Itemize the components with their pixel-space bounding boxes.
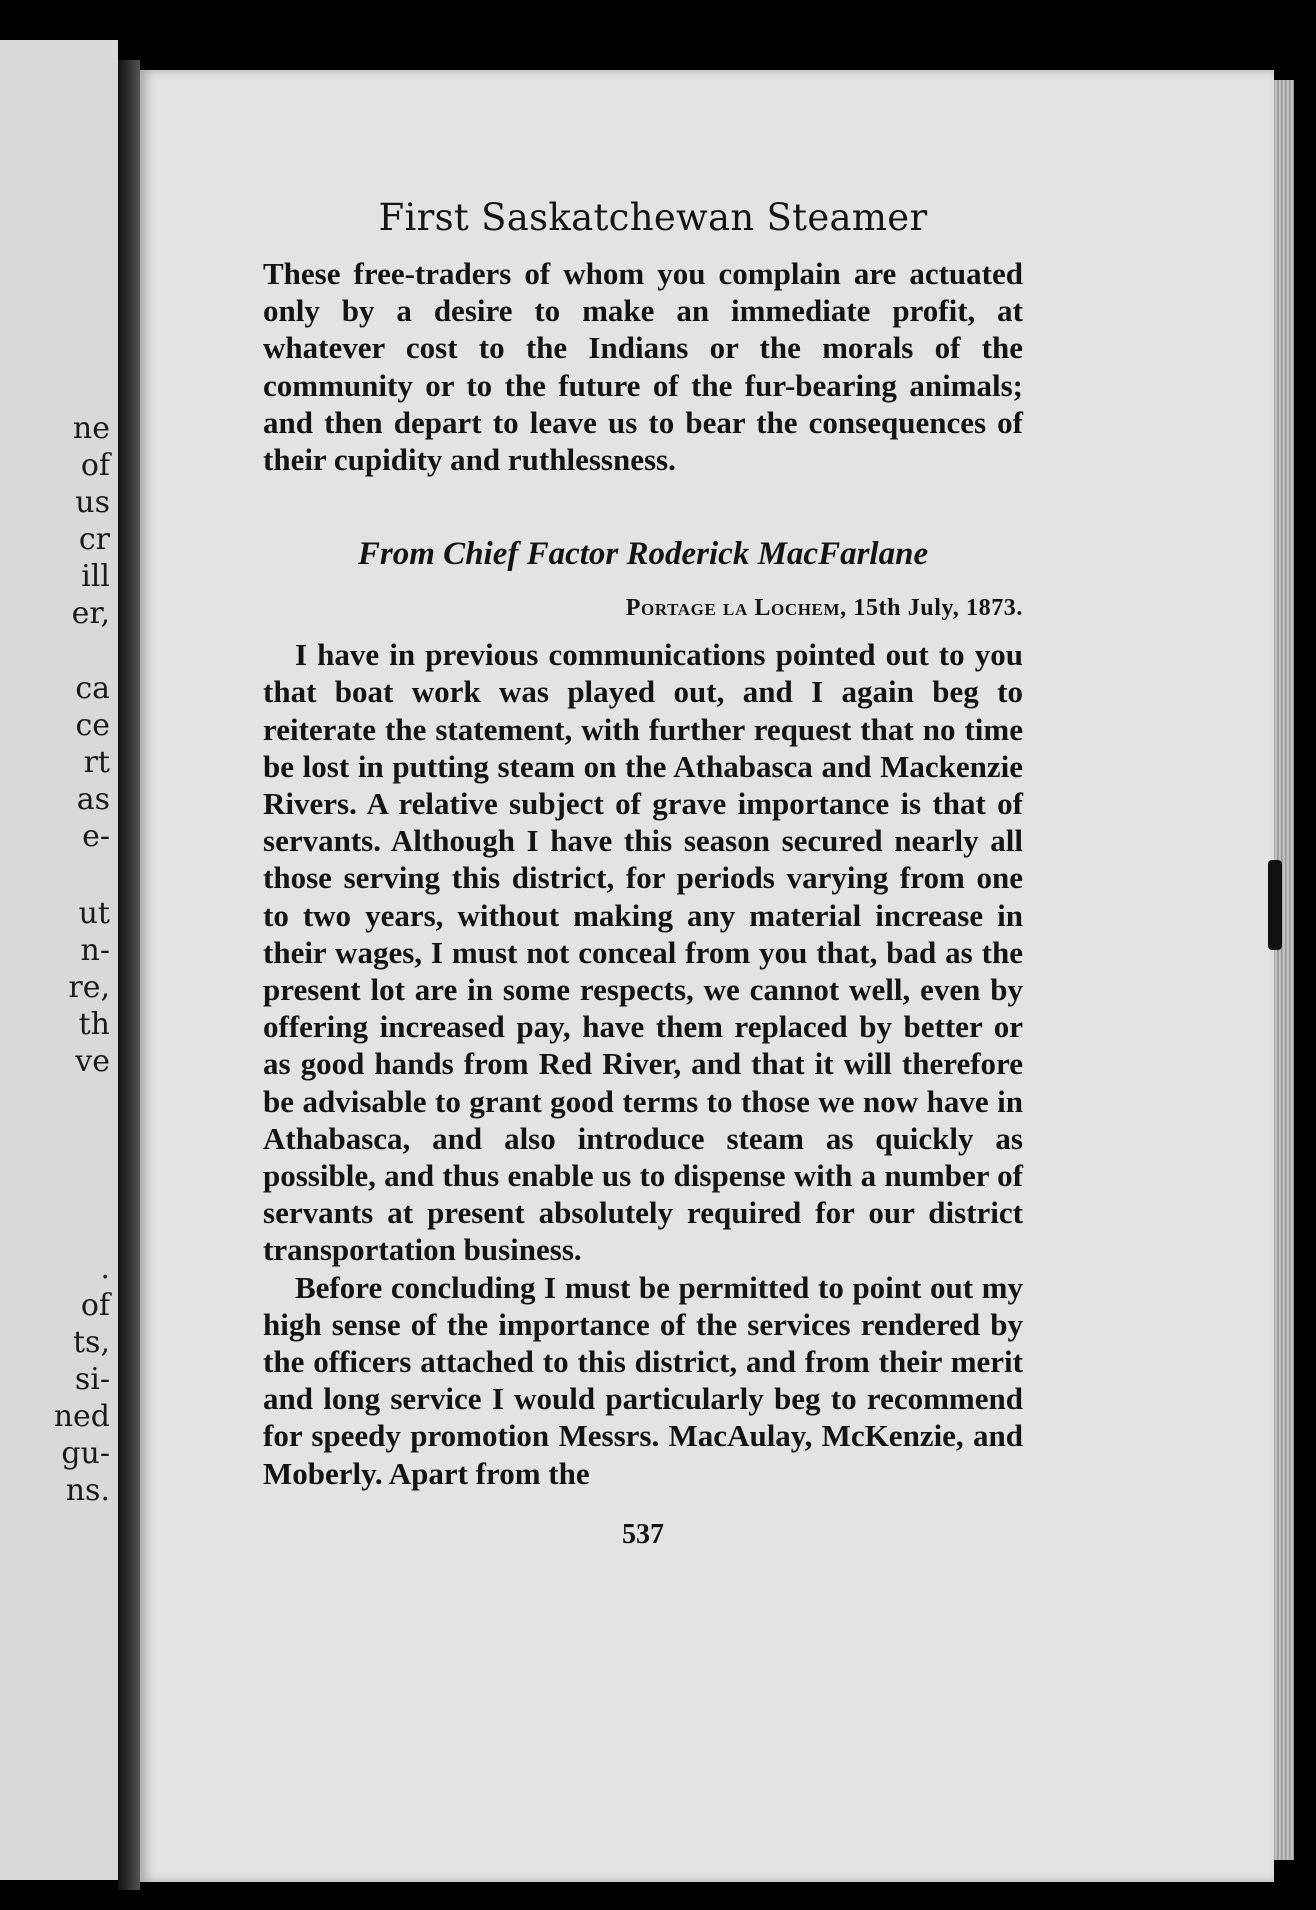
- letter-paragraph-2: Before concluding I must be permitted to point out my high sense of the importance of the services rendered by the officers attached to this district, and from their merit and long service I would particularly beg to recommend for speedy promotion Messrs. MacAulay, McKenzie, and Moberly. Apart from the: [263, 1269, 1023, 1491]
- left-page-edge: [0, 40, 118, 1880]
- page-edge-strip: [1274, 80, 1294, 1860]
- page-number: 537: [622, 1518, 664, 1550]
- opening-paragraph: These free-traders of whom you complain are actuated only by a desire to make an immediate profit, at whatever cost to the Indians or the morals of the community or to the future of the fur-bearing animals; and then depart to leave us to bear the consequences of their cupidity and ruthlessness.: [263, 256, 1023, 478]
- left-fragment: ce: [75, 708, 110, 743]
- left-fragment: n-: [80, 933, 110, 968]
- letter-paragraph-1: I have in previous communications pointed out to you that boat work was played out, and I again beg to reiterate the statement, with further request that no time be lost in putting steam on the Athabasca and Mackenzie Rivers. A relative subject of grave importance is that of servants. Although I have this season secured nearly all those serving this district, for periods varying from one to two years, without making any material increase in their wages, I must not conceal from you that, bad as the present lot are in some respects, we cannot well, even by offering increased pay, have them replaced by better or as good hands from Red River, and that it will therefore be advisable to grant good terms to those we now have in Athabasca, and also introduce steam as quickly as possible, and thus enable us to dispense with a number of servants at present absolutely required for our district transportation business.: [263, 637, 1023, 1268]
- left-fragment: ve: [75, 1044, 110, 1079]
- left-fragment: er,: [71, 596, 110, 631]
- left-page-fragments-middle: [0, 670, 118, 855]
- left-fragment: .: [100, 1251, 110, 1286]
- book-gutter: [118, 60, 140, 1890]
- running-head: First Saskatchewan Steamer: [378, 196, 928, 239]
- left-fragment: as: [76, 782, 110, 817]
- dateline-date: 15th July, 1873.: [853, 595, 1023, 622]
- dateline: [263, 592, 1023, 624]
- left-fragment: us: [75, 485, 110, 520]
- left-fragment: ned: [53, 1399, 110, 1434]
- left-fragment: rt: [83, 745, 110, 780]
- left-fragment: gu-: [61, 1436, 110, 1471]
- page-content: [263, 195, 1023, 1552]
- left-fragment: ca: [75, 671, 110, 706]
- left-fragment: ut: [78, 896, 110, 931]
- left-fragment: ill: [81, 559, 110, 594]
- left-fragment: cr: [78, 522, 110, 557]
- left-fragment: ne: [72, 411, 110, 446]
- left-page-fragments-upper: [0, 410, 118, 632]
- left-fragment: si-: [74, 1362, 110, 1397]
- page-edge-mark: [1268, 860, 1282, 950]
- left-fragment: ns.: [65, 1473, 110, 1508]
- left-page-fragments-lower: [0, 1250, 118, 1509]
- left-fragment: of: [80, 1288, 110, 1323]
- left-fragment: e-: [82, 819, 110, 854]
- left-fragment: of: [80, 448, 110, 483]
- letter-heading: From Chief Factor Roderick MacFarlane: [357, 536, 929, 573]
- dateline-place: Portage la Lochem,: [625, 595, 847, 622]
- left-fragment: re,: [68, 970, 110, 1005]
- left-fragment: th: [78, 1007, 110, 1042]
- left-fragment: ts,: [73, 1325, 110, 1360]
- left-page-fragments-middle2: [0, 895, 118, 1080]
